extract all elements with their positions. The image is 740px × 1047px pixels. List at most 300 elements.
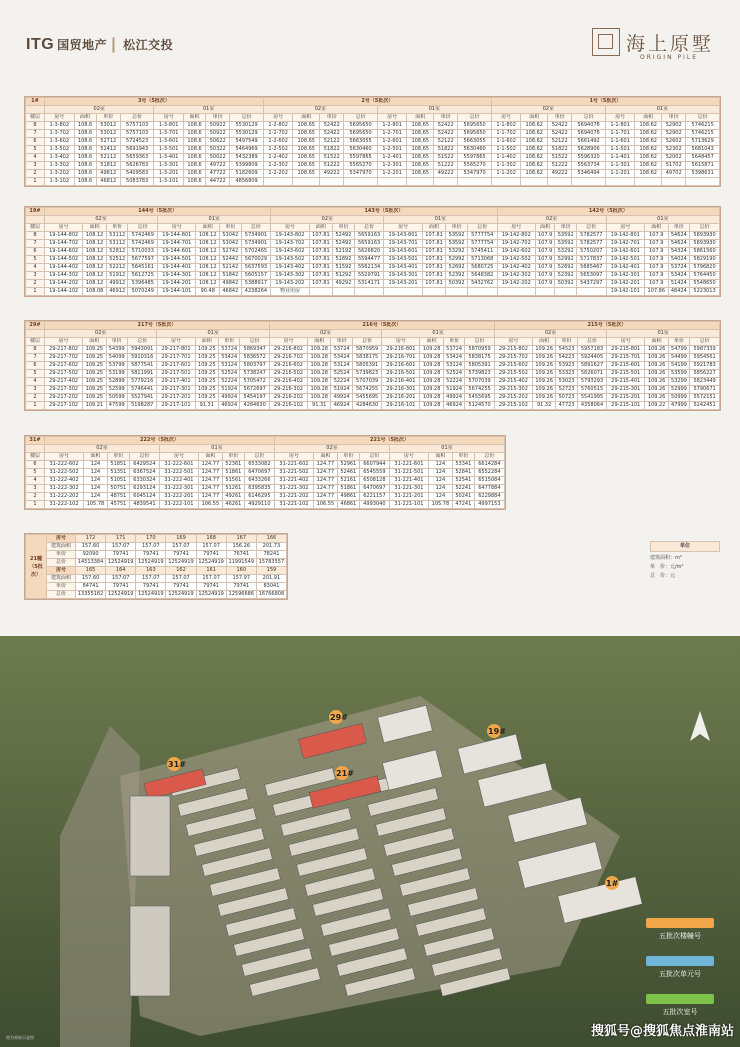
price-cell: 108.6 <box>183 178 205 186</box>
price-cell: 109.28 <box>308 354 331 362</box>
price-cell: 48751 <box>107 493 129 501</box>
floor-number: 2 <box>26 394 45 402</box>
price-cell: 109.25 <box>83 394 106 402</box>
price-cell: 1-2-801 <box>377 122 407 130</box>
price-cell: 107.86 <box>644 288 668 296</box>
column-header: 面积 <box>420 338 443 346</box>
price-cell: 52412 <box>96 146 120 154</box>
price-cell <box>535 288 555 296</box>
price-cell: 1-3-501 <box>154 146 184 154</box>
price-cell: 52122 <box>434 138 458 146</box>
price-cell: 12524919 <box>196 559 226 567</box>
price-cell: 52723 <box>556 386 577 394</box>
price-cell: 108.6 <box>183 170 205 178</box>
price-cell: 109.25 <box>195 386 218 394</box>
price-cell: 108.6 <box>74 122 96 130</box>
price-cell: 108.62 <box>635 146 662 154</box>
price-cell: 108.12 <box>83 264 107 272</box>
price-cell: 1-2-602 <box>263 138 293 146</box>
price-cell: 1-1-702 <box>491 130 521 138</box>
price-cell: 5861560 <box>690 248 720 256</box>
price-cell: 157.97 <box>226 575 256 583</box>
column-header: 房号 <box>45 453 84 461</box>
price-cell: 4856809 <box>230 178 264 186</box>
price-cell: 109.26 <box>645 370 668 378</box>
column-header: 面积 <box>308 338 331 346</box>
price-cell: 51861 <box>222 469 244 477</box>
price-cell: 19-142-501 <box>606 256 644 264</box>
price-cell: 31-222-601 <box>159 461 198 469</box>
price-cell: 107.9 <box>535 264 555 272</box>
floor-number: 8 <box>26 122 45 130</box>
price-cell: 52002 <box>662 154 686 162</box>
price-cell: 52442 <box>220 256 242 264</box>
price-cell: 51842 <box>220 272 242 280</box>
price-cell: 50751 <box>107 485 129 493</box>
price-cell: 5388917 <box>241 280 271 288</box>
floor-number: 6 <box>26 138 45 146</box>
price-cell: 6552284 <box>474 469 504 477</box>
page-header <box>0 0 740 80</box>
price-cell: 107.9 <box>644 240 668 248</box>
price-cell <box>344 178 378 186</box>
building-tag: 31# <box>26 437 45 445</box>
price-cell: 5565270 <box>344 162 378 170</box>
price-cell: 51924 <box>443 386 464 394</box>
price-cell: 109.26 <box>645 362 668 370</box>
price-cell: 51222 <box>320 162 344 170</box>
price-cell: 106.55 <box>198 501 222 509</box>
price-cell: 51924 <box>331 386 352 394</box>
price-cell: 12524919 <box>106 591 136 599</box>
column-header: 面积 <box>196 224 220 232</box>
price-cell: 29-217-301 <box>157 386 195 394</box>
price-cell: 51522 <box>320 154 344 162</box>
building-title: 143号（5批次） <box>271 208 497 216</box>
price-cell: 1-3-302 <box>45 162 75 170</box>
price-cell: 19-144-102 <box>45 288 83 296</box>
price-cell: 50392 <box>446 280 468 288</box>
price-cell: 1-2-502 <box>263 146 293 154</box>
price-cell: 31-221-602 <box>274 461 313 469</box>
price-cell: 5695650 <box>344 130 378 138</box>
price-cell: 108.6 <box>74 130 96 138</box>
price-cell: 29-217-501 <box>157 370 195 378</box>
price-cell: 53724 <box>331 346 352 354</box>
price-cell: 5346494 <box>572 170 606 178</box>
price-cell: 31-222-502 <box>45 469 84 477</box>
price-cell: 5347970 <box>458 170 492 178</box>
column-header: 总价 <box>572 114 606 122</box>
column-header: 单价 <box>106 224 128 232</box>
price-cell: 5760515 <box>577 386 607 394</box>
price-cell: 6293124 <box>129 485 159 493</box>
price-cell: 19-143-501 <box>384 256 422 264</box>
price-cell: 5653097 <box>576 272 606 280</box>
price-cell: 5694078 <box>572 130 606 138</box>
price-cell: 51851 <box>107 461 129 469</box>
price-cell: 109.26 <box>532 362 555 370</box>
price-cell: 107.81 <box>309 240 333 248</box>
unit-header: 01室 <box>605 106 719 114</box>
price-cell: 19-143-701 <box>384 240 422 248</box>
price-cell: 107.81 <box>422 232 446 240</box>
price-cell: 49261 <box>222 493 244 501</box>
price-cell: 31-222-401 <box>159 477 198 485</box>
price-cell: 29-216-101 <box>382 402 420 410</box>
price-cell: 5691943 <box>120 146 154 154</box>
price-cell: 108.6 <box>183 130 205 138</box>
price-cell: 1-1-301 <box>605 162 635 170</box>
price-cell: 13355182 <box>76 591 106 599</box>
price-cell: 107.81 <box>422 248 446 256</box>
price-cell: 31-221-301 <box>389 485 428 493</box>
price-cell: 49924 <box>218 394 239 402</box>
column-header: 面积 <box>198 453 222 461</box>
price-cell: 6515084 <box>474 477 504 485</box>
price-cell: 6545559 <box>359 469 389 477</box>
price-cell: 47241 <box>452 501 474 509</box>
price-cell: 5497549 <box>230 138 264 146</box>
column-header: 总价 <box>230 114 264 122</box>
price-cell: 53923 <box>556 362 577 370</box>
price-cell: 5782577 <box>576 240 606 248</box>
project-logo-mark-icon <box>592 28 620 56</box>
price-cell: 5777754 <box>467 232 497 240</box>
price-cell: 108.62 <box>635 122 662 130</box>
price-cell: 19-144-602 <box>45 248 83 256</box>
price-cell: 29-215-501 <box>607 370 645 378</box>
price-cell: 107.9 <box>644 280 668 288</box>
price-cell: 53124 <box>218 362 239 370</box>
price-cell: 157.07 <box>136 543 166 551</box>
price-cell: 5790671 <box>690 386 720 394</box>
price-cell <box>333 288 355 296</box>
price-cell: 172 <box>76 535 106 543</box>
floor-number: 6 <box>26 362 45 370</box>
price-cell: 5626820 <box>354 248 384 256</box>
price-cell: 50599 <box>106 394 127 402</box>
column-header: 面积 <box>309 224 333 232</box>
price-cell: 29-216-802 <box>269 346 307 354</box>
price-cell: 52361 <box>222 461 244 469</box>
price-cell: 161 <box>196 567 226 575</box>
photo-note: 图为效果示意图 <box>6 1035 34 1040</box>
price-cell: 54024 <box>668 256 690 264</box>
legend-room: 五批次室号 <box>646 994 714 1017</box>
price-cell: 29-217-401 <box>157 378 195 386</box>
price-cell: 109.26 <box>645 394 668 402</box>
price-cell: 31-221-102 <box>274 501 313 509</box>
price-cell: 48424 <box>668 288 690 296</box>
price-cell: 54799 <box>668 346 689 354</box>
price-cell <box>422 288 446 296</box>
price-cell: 5838175 <box>465 354 495 362</box>
price-cell: 52524 <box>331 370 352 378</box>
price-cell <box>377 178 407 186</box>
price-cell: 4929110 <box>244 501 274 509</box>
price-cell: 1-1-601 <box>605 138 635 146</box>
price-cell: 1-2-501 <box>377 146 407 154</box>
price-cell: 109.26 <box>645 354 668 362</box>
price-cell <box>354 288 384 296</box>
price-cell: 29-216-102 <box>269 402 307 410</box>
price-cell <box>293 178 320 186</box>
floor-number: 5 <box>26 256 45 264</box>
price-cell: 79741 <box>136 583 166 591</box>
price-cell: 44722 <box>206 178 230 186</box>
price-cell: 12524919 <box>166 559 196 567</box>
column-header: 总价 <box>129 453 159 461</box>
price-cell: 12524919 <box>196 591 226 599</box>
price-cell: 19-144-501 <box>158 256 196 264</box>
price-cell: 157.07 <box>106 543 136 551</box>
price-cell: 124 <box>428 461 452 469</box>
price-cell: 109.26 <box>645 378 668 386</box>
unit-header: 01室 <box>389 445 504 453</box>
column-header: 总价 <box>577 338 607 346</box>
price-cell: 物业用房 <box>271 288 309 296</box>
price-cell: 52712 <box>96 138 120 146</box>
price-cell: 5182609 <box>230 170 264 178</box>
price-table-1 <box>24 206 721 297</box>
price-cell: 108.6 <box>183 154 205 162</box>
price-cell <box>497 288 535 296</box>
floor-number: 5 <box>26 469 45 477</box>
column-header: 单价 <box>218 338 239 346</box>
unit-header: 01室 <box>384 216 497 224</box>
floor-number: 1 <box>26 501 45 509</box>
price-cell: 52224 <box>443 378 464 386</box>
price-cell: 4284630 <box>352 402 382 410</box>
floor-header: 楼层 <box>26 114 45 122</box>
column-header: 总价 <box>127 338 157 346</box>
price-cell: 6045124 <box>129 493 159 501</box>
unit-header: 02室 <box>271 216 384 224</box>
price-cell: 107.9 <box>535 248 555 256</box>
price-cell: 5626783 <box>120 162 154 170</box>
column-header: 总价 <box>354 224 384 232</box>
column-header: 房号 <box>607 338 645 346</box>
floor-number: 7 <box>26 240 45 248</box>
price-cell: 1-3-701 <box>154 130 184 138</box>
price-cell: 52999 <box>668 386 689 394</box>
column-header: 面积 <box>183 114 205 122</box>
price-cell: 53323 <box>556 370 577 378</box>
column-header: 总价 <box>465 338 495 346</box>
price-cell: 201.73 <box>256 543 286 551</box>
price-cell: 159 <box>256 567 286 575</box>
floor-number: 3 <box>26 485 45 493</box>
floor-number: 2 <box>26 280 45 288</box>
price-cell: 109.28 <box>420 362 443 370</box>
price-cell: 109.28 <box>420 370 443 378</box>
price-cell: 5746215 <box>686 122 720 130</box>
site-plan-illustration <box>0 636 740 1047</box>
column-header: 房号 <box>154 114 184 122</box>
price-cell: 5702465 <box>241 248 271 256</box>
price-cell: 19-144-202 <box>45 280 83 288</box>
floor-number: 8 <box>26 232 45 240</box>
price-cell: 31-221-201 <box>389 493 428 501</box>
price-cell: 1-2-601 <box>377 138 407 146</box>
price-cell: 108.6 <box>74 162 96 170</box>
price-cell: 109.28 <box>420 378 443 386</box>
price-cell: 1-3-802 <box>45 122 75 130</box>
column-header: 面积 <box>74 114 96 122</box>
floor-number: 4 <box>26 264 45 272</box>
price-cell: 5921783 <box>690 362 720 370</box>
price-cell: 49924 <box>443 394 464 402</box>
price-cell: 83041 <box>256 583 286 591</box>
price-cell: 29-216-202 <box>269 394 307 402</box>
column-header: 面积 <box>195 338 218 346</box>
column-header: 面积 <box>83 338 106 346</box>
price-cell: 5910316 <box>127 354 157 362</box>
price-cell: 5717837 <box>576 256 606 264</box>
price-cell: 109.28 <box>308 370 331 378</box>
row-label: 房号 <box>47 535 76 543</box>
price-cell: 157.60 <box>76 575 106 583</box>
price-cell: 5572151 <box>690 394 720 402</box>
price-cell: 109.28 <box>308 378 331 386</box>
price-cell: 5659163 <box>354 240 384 248</box>
column-header: 单价 <box>668 338 689 346</box>
floor-number: 1 <box>26 402 45 410</box>
map-label: 31# <box>168 760 186 769</box>
price-cell: 5713629 <box>686 138 720 146</box>
price-cell: 16766808 <box>256 591 286 599</box>
price-cell: 5645161 <box>128 264 158 272</box>
price-cell: 5529791 <box>354 272 384 280</box>
price-cell: 5724523 <box>120 138 154 146</box>
price-cell: 108.62 <box>521 138 548 146</box>
price-cell: 52902 <box>662 122 686 130</box>
price-cell: 108.62 <box>521 130 548 138</box>
price-cell: 52212 <box>106 264 128 272</box>
map-label: 29# <box>330 713 348 722</box>
column-header: 单价 <box>222 453 244 461</box>
price-cell: 31-222-602 <box>45 461 84 469</box>
price-cell: 29-216-401 <box>382 378 420 386</box>
price-cell: 19-144-401 <box>158 264 196 272</box>
price-cell: 6229884 <box>474 493 504 501</box>
price-cell: 124 <box>428 477 452 485</box>
price-cell: 5398631 <box>686 170 720 178</box>
price-cell: 47722 <box>206 170 230 178</box>
price-cell: 51861 <box>337 485 359 493</box>
price-cell: 52599 <box>106 386 127 394</box>
price-cell: 5563734 <box>572 162 606 170</box>
price-cell: 5710033 <box>128 248 158 256</box>
price-cell: 51912 <box>106 272 128 280</box>
price-cell: 29-216-301 <box>382 386 420 394</box>
price-cell: 12596686 <box>226 591 256 599</box>
price-cell: 45751 <box>107 501 129 509</box>
price-cell: 109.28 <box>308 394 331 402</box>
price-cell: 31-221-202 <box>274 493 313 501</box>
price-cell: 6367524 <box>129 469 159 477</box>
price-cell: 5738247 <box>240 370 270 378</box>
price-cell: 108.6 <box>74 170 96 178</box>
building-title: 217号（5批次） <box>45 322 270 330</box>
price-cell: 29-217-801 <box>157 346 195 354</box>
price-cell: 76741 <box>226 551 256 559</box>
price-cell: 5777754 <box>467 240 497 248</box>
column-header: 房号 <box>157 338 195 346</box>
price-cell: 29-217-702 <box>45 354 83 362</box>
price-cell: 19-144-601 <box>158 248 196 256</box>
price-cell: 52961 <box>337 461 359 469</box>
price-cell: 5943091 <box>127 346 157 354</box>
price-cell: 31-222-202 <box>45 493 84 501</box>
price-cell: 109.25 <box>195 370 218 378</box>
price-cell <box>662 178 686 186</box>
price-cell: 5659363 <box>120 154 154 162</box>
price-cell: 52602 <box>662 138 686 146</box>
price-cell: 5734901 <box>241 232 271 240</box>
price-cell: 31-221-402 <box>274 477 313 485</box>
price-cell: 109.25 <box>83 362 106 370</box>
row-label: 建筑面积 <box>47 575 76 583</box>
price-cell: 19-142-702 <box>497 240 535 248</box>
price-cell: 109.26 <box>645 346 668 354</box>
building-title: 1号（5批次） <box>491 98 719 106</box>
price-cell: 5870959 <box>352 346 382 354</box>
price-cell: 108.12 <box>83 272 107 280</box>
price-cell: 157.60 <box>76 543 106 551</box>
price-cell: 19-144-302 <box>45 272 83 280</box>
price-cell: 29-215-701 <box>607 354 645 362</box>
price-cell: 29-217-502 <box>45 370 83 378</box>
floor-number: 1 <box>26 288 45 296</box>
price-cell: 19-142-401 <box>606 264 644 272</box>
price-cell: 108.65 <box>293 130 320 138</box>
price-cell: 5663055 <box>344 138 378 146</box>
unit-header: 02室 <box>45 330 157 338</box>
price-cell: 5793293 <box>577 378 607 386</box>
price-cell: 109.25 <box>195 354 218 362</box>
column-header: 总价 <box>352 338 382 346</box>
price-cell: 5746215 <box>686 130 720 138</box>
column-header: 房号 <box>263 114 293 122</box>
price-cell: 29-216-402 <box>269 378 307 386</box>
price-cell: 50622 <box>206 138 230 146</box>
row-label: 单价 <box>47 583 76 591</box>
price-cell: 1-3-401 <box>154 154 184 162</box>
price-cell: 52902 <box>662 130 686 138</box>
price-cell: 51812 <box>96 162 120 170</box>
price-cell: 157.07 <box>196 543 226 551</box>
price-table-0 <box>24 96 721 187</box>
price-cell: 5695650 <box>344 122 378 130</box>
price-cell: 53012 <box>96 130 120 138</box>
price-cell: 5628906 <box>572 146 606 154</box>
price-cell: 1-1-201 <box>605 170 635 178</box>
row-label: 单价 <box>47 551 76 559</box>
price-cell: 1-3-801 <box>154 122 184 130</box>
price-cell: 53042 <box>220 240 242 248</box>
price-cell: 124 <box>428 485 452 493</box>
price-cell: 6146295 <box>244 493 274 501</box>
map-label: 1# <box>606 879 619 888</box>
price-cell: 50922 <box>206 130 230 138</box>
price-cell: 53424 <box>668 272 690 280</box>
price-cell: 107.9 <box>535 232 555 240</box>
price-cell: 107.81 <box>309 264 333 272</box>
price-cell: 52512 <box>106 256 128 264</box>
price-cell: 52692 <box>446 264 468 272</box>
